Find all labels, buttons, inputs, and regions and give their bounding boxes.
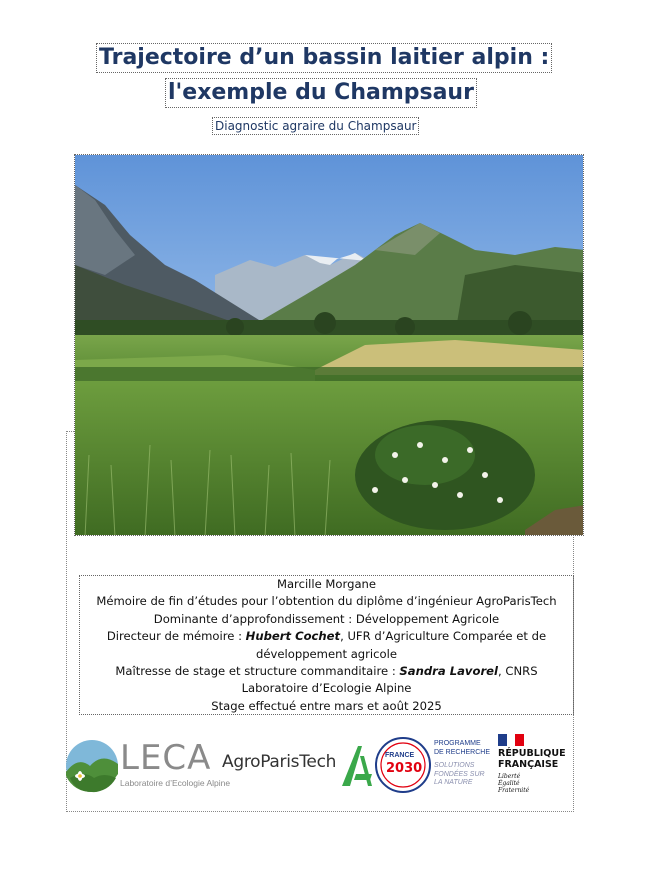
thesis-director — [80, 628, 573, 663]
tagline-line-3: LA NATURE — [434, 779, 473, 786]
mountain-landscape-photo — [75, 155, 584, 536]
agroparistech-wordmark: AgroParisTech — [222, 752, 337, 772]
title-line-1: Trajectoire d’un bassin laitier alpin : — [96, 43, 552, 73]
author-name: Marcille Morgane — [276, 577, 377, 591]
thesis-info — [79, 575, 574, 715]
agroparistech-logo — [222, 744, 362, 790]
republique-line-1: RÉPUBLIQUE — [498, 748, 566, 759]
cover-photo — [74, 154, 584, 536]
republique-motto — [498, 773, 529, 794]
leca-subtitle: Laboratoire d’Ecologie Alpine — [120, 778, 231, 788]
leca-emblem-icon — [64, 738, 120, 794]
motto-egalite: Égalité — [498, 780, 520, 787]
internship-period: Stage effectué entre mars et août 2025 — [211, 698, 442, 713]
france-2030-badge-top: FRANCE — [385, 752, 415, 759]
director-name: Hubert Cochet — [245, 629, 341, 644]
republique-name — [498, 748, 566, 770]
tagline-line-2: FONDÉES SUR — [434, 770, 485, 778]
programme-line-1: PROGRAMME — [434, 740, 481, 747]
subtitle: Diagnostic agraire du Champsaur — [212, 117, 419, 135]
republique-line-2: FRANÇAISE — [498, 759, 559, 770]
tagline-line-1: SOLUTIONS — [434, 762, 475, 769]
france-2030-badge-year: 2030 — [386, 761, 423, 776]
dominante: Dominante d’approfondissement : Développement Agricole — [153, 611, 500, 626]
laboratory: Laboratoire d’Ecologie Alpine — [241, 681, 412, 696]
france-2030-logo — [374, 734, 500, 794]
supervisor-prefix: Maîtresse de stage et structure commanditaire : — [115, 664, 400, 679]
marianne-flag-icon — [498, 734, 524, 746]
internship-supervisor — [80, 663, 573, 680]
director-prefix: Directeur de mémoire : — [106, 629, 246, 644]
director-suffix: , UFR d’Agriculture Comparée et de développement agricole — [256, 629, 547, 661]
supervisor-name: Sandra Lavorel — [399, 664, 499, 679]
thesis-description: Mémoire de fin d’études pour l’obtention du diplôme d’ingénieur AgroParisTech — [96, 594, 557, 609]
motto-fraternite: Fraternité — [498, 787, 530, 794]
partner-logos — [64, 734, 574, 798]
france-2030-labels — [434, 740, 490, 788]
programme-line-2: DE RECHERCHE — [434, 748, 491, 756]
supervisor-suffix: , CNRS — [498, 664, 538, 679]
leca-logo — [64, 738, 231, 794]
motto-liberte: Liberté — [498, 773, 521, 780]
leca-wordmark: LECA — [120, 738, 212, 778]
republique-francaise-logo — [498, 734, 574, 796]
title-line-2: l'exemple du Champsaur — [165, 78, 477, 108]
agroparistech-a-icon — [340, 744, 374, 788]
